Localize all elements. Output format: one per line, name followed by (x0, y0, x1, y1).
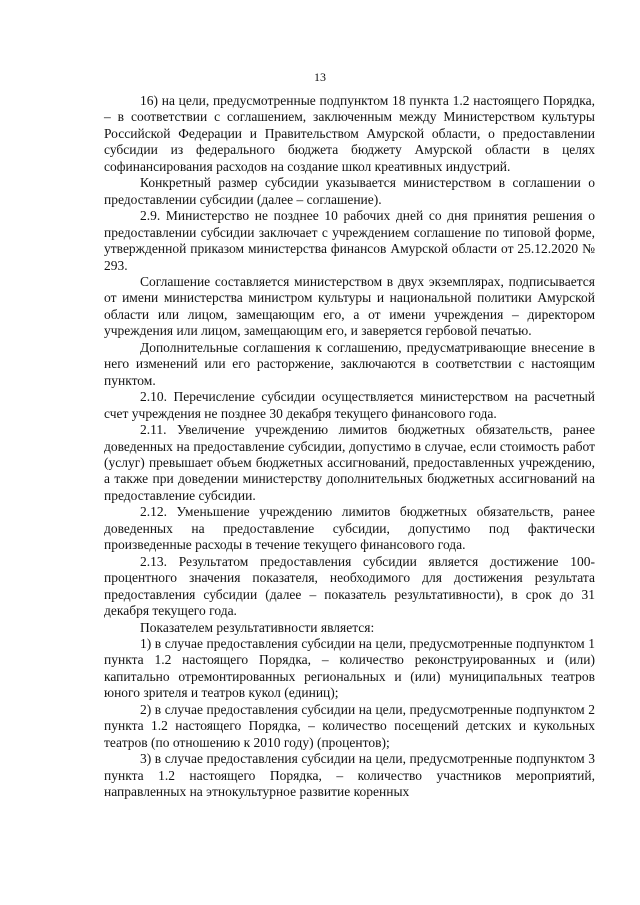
paragraph-indicator-3: 3) в случае предоставления субсидии на цели, предусмотренные подпунктом 3 пункта 1.2 настоящего Порядка, – количество участников мероприятий, направленных на этнокультурное развитие коренных (104, 751, 595, 800)
paragraph-2-10: 2.10. Перечисление субсидии осуществляется министерством на расчетный счет учреждения не позднее 30 декабря текущего финансового года. (104, 389, 595, 421)
paragraph-indicator-intro: Показателем результативности является: (140, 619, 375, 635)
paragraph-agreement-signing: Соглашение составляется министерством в двух экземплярах, подписывается от имени министерства министром культуры и национальной политики Амурской области или лицом, замещающим его, а от имени учреждения – директором учреждения или лицом, замещающим его, и заверяется гербовой печатью. (104, 273, 595, 339)
document-body (104, 93, 595, 800)
paragraph-2-9: 2.9. Министерство не позднее 10 рабочих дней со дня принятия решения о предоставлении субсидии заключает с учреждением соглашение по типовой форме, утвержденной приказом министерства финансов Амурской области от 25.12.2020 № 293. (104, 208, 595, 273)
paragraph-indicator-2: 2) в случае предоставления субсидии на цели, предусмотренные подпунктом 2 пункта 1.2 настоящего Порядка, – количество посещений детских и кукольных театров (по отношению к 2010 году) (процентов); (104, 701, 595, 750)
paragraph-2-13: 2.13. Результатом предоставления субсидии является достижение 100-процентного значения показателя, необходимого для достижения результата предоставления субсидии (далее – показатель результативности), в срок до 31 декабря текущего года. (104, 553, 595, 619)
paragraph-subsidy-amount: Конкретный размер субсидии указывается министерством в соглашении о предоставлении субсидии (далее – соглашение). (104, 175, 595, 207)
paragraph-indicator-1: 1) в случае предоставления субсидии на цели, предусмотренные подпунктом 1 пункта 1.2 настоящего Порядка, – количество реконструированных и (или) капитально отремонтированных региональных и (или) муниципальных театров юного зрителя и театров кукол (единиц); (104, 635, 595, 701)
paragraph-2-11: 2.11. Увеличение учреждению лимитов бюджетных обязательств, ранее доведенных на предоставление субсидии, допустимо в случае, если стоимость работ (услуг) превышает объем бюджетных ассигнований, предоставленных учреждению, а также при доведении министерству дополнительных бюджетных ассигнований на предоставление субсидии. (104, 422, 595, 503)
paragraph-additional-agreements: Дополнительные соглашения к соглашению, предусматривающие внесение в него изменений или его расторжение, заключаются в соответствии с настоящим пунктом. (104, 339, 595, 388)
paragraph-subitem-16: 16) на цели, предусмотренные подпунктом 18 пункта 1.2 настоящего Порядка, – в соответствии с соглашением, заключенным между Министерством культуры Российской Федерации и Правительством Амурской области, о предоставлении субсидии из федерального бюджета бюджету Амурской области в целях софинансирования расходов на создание школ креативных индустрий. (104, 93, 595, 174)
paragraph-2-12: 2.12. Уменьшение учреждению лимитов бюджетных обязательств, ранее доведенных на предоставление субсидии, допустимо под фактически произведенные расходы в течение текущего финансового года. (104, 504, 595, 553)
page-number: 13 (314, 70, 326, 84)
